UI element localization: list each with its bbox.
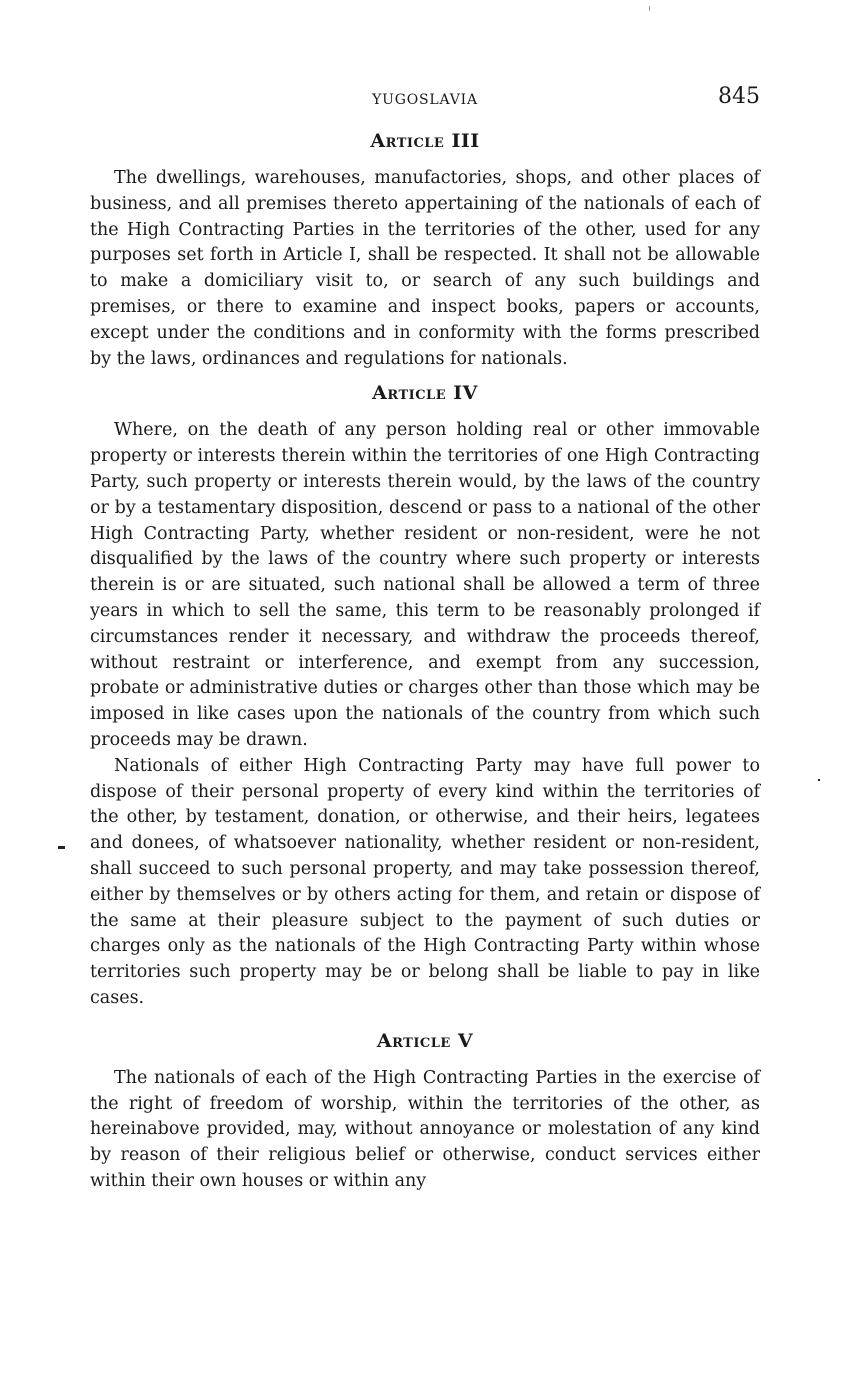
speck-mark — [818, 779, 820, 781]
article-v-paragraph: The nationals of each of the High Contracting Parties in the exercise of the right of freedom of worship, within the territories of the other, as hereinabove provided, may, without annoyance or molestation of any kind by reason of their religious belief or otherwise, conduct services either within their own houses or within any — [90, 1067, 760, 1191]
article-iii-heading: Article III — [370, 130, 480, 152]
article-iii-paragraph: The dwellings, warehouses, manufactories, shops, and other places of business, and all premises thereto appertaining of the nationals of each of the High Contracting Parties in the territories of the other, used for any purposes set forth in Article I, shall be respected. It shall not be allowable to make a domiciliary visit to, or search of any such buildings and premises, or there to examine and inspect books, papers or accounts, except under the conditions and in conformity with the forms prescribed by the laws, ordinances and regulations for nationals. — [90, 168, 760, 369]
top-tick-mark — [649, 6, 650, 11]
article-iv-paragraph-2: Nationals of either High Contracting Party may have full power to dispose of their personal property of every kind within the territories of the other, by testament, donation, or otherwise, and their heirs, legatees and donees, of whatsoever nationality, whether resident or non-resident, shall succeed to such personal property, and may take possession thereof, either by themselves or by others acting for them, and retain or dispose of the same at their pleasure subject to the payment of such duties or charges only as the nationals of the High Contracting Party within whose territories such property may be or belong shall be liable to pay in like cases. — [90, 755, 760, 1008]
article-iv-paragraph-1: Where, on the death of any person holding real or other immovable property or interests therein within the territories of one High Contracting Party, such property or interests therein would, by the laws of the country or by a testamentary disposition, descend or pass to a national of the other High Contracting Party, whether resident or non-resident, were he not disqualified by the laws of the country where such property or interests therein is or are situated, such national shall be allowed a term of three years in which to sell the same, this term to be reasonably prolonged if circumstances render it necessary, and withdraw the proceeds thereof, without restraint or interference, and exempt from any succession, probate or administrative duties or charges other than those which may be imposed in like cases upon the nationals of the country from which such proceeds may be drawn. — [90, 420, 760, 750]
article-iv-heading: Article IV — [372, 382, 478, 405]
article-v-heading: Article V — [376, 1029, 474, 1052]
document-page — [90, 84, 760, 1195]
margin-dash-mark — [58, 846, 65, 849]
running-title: YUGOSLAVIA — [372, 92, 478, 108]
running-header — [90, 84, 760, 114]
page-number: 845 — [718, 84, 760, 109]
